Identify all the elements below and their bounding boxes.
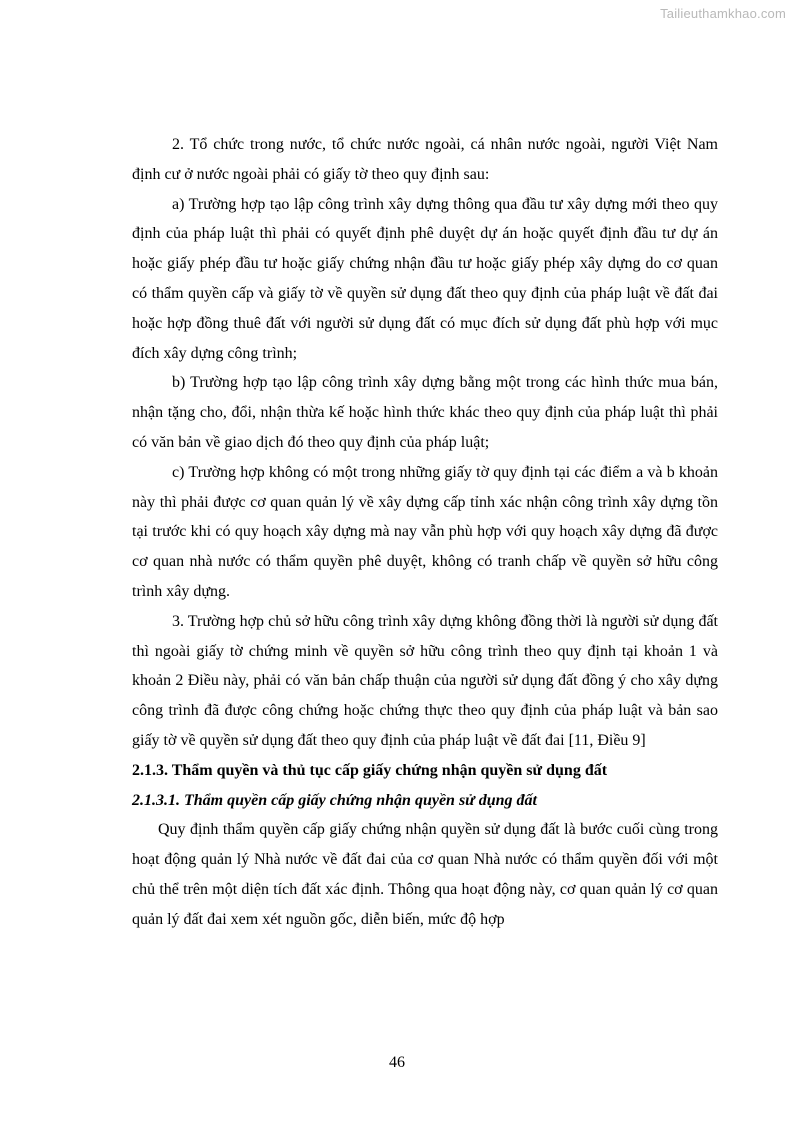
subsection-heading: 2.1.3.1. Thẩm quyền cấp giấy chứng nhận quyền sử dụng đất [132,791,537,809]
paragraph-point-c: c) Trường hợp không có một trong những giấy tờ quy định tại các điểm a và b khoản này thì phải được cơ quan quản lý về xây dựng cấp tỉnh xác nhận công trình xây dựng tồn tại trước khi có quy hoạch xây dựng mà nay vẫn phù hợp với quy hoạch xây dựng đã được cơ quan nhà nước có thẩm quyền phê duyệt, không có tranh chấp về quyền sở hữu công trình xây dựng. [132,463,718,600]
paragraph-authority: Quy định thẩm quyền cấp giấy chứng nhận quyền sử dụng đất là bước cuối cùng trong hoạt động quản lý Nhà nước về đất đai của cơ quan Nhà nước có thẩm quyền đối với một chủ thể trên một diện tích đất xác định. Thông qua hoạt động này, cơ quan quản lý cơ quan quản lý đất đai xem xét nguồn gốc, diễn biến, mức độ hợp [132,821,718,928]
paragraph-point-b: b) Trường hợp tạo lập công trình xây dựng bằng một trong các hình thức mua bán, nhận tặng cho, đổi, nhận thừa kế hoặc hình thức khác theo quy định của pháp luật thì phải có văn bản về giao dịch đó theo quy định của pháp luật; [132,374,718,451]
paragraph-clause-3: 3. Trường hợp chủ sở hữu công trình xây dựng không đồng thời là người sử dụng đất thì ngoài giấy tờ chứng minh về quyền sở hữu công trình theo quy định tại khoản 1 và khoản 2 Điều này, phải có văn bản chấp thuận của người sử dụng đất đồng ý cho xây dựng công trình đã được công chứng hoặc chứng thực theo quy định của pháp luật và bản sao giấy tờ về quyền sử dụng đất theo quy định của pháp luật về đất đai [11, Điều 9] [132,612,718,749]
document-body [132,130,718,935]
page-number: 46 [389,1054,405,1071]
paragraph-clause-2: 2. Tổ chức trong nước, tổ chức nước ngoài, cá nhân nước ngoài, người Việt Nam định cư ở nước ngoài phải có giấy tờ theo quy định sau: [132,136,718,183]
section-heading: 2.1.3. Thẩm quyền và thủ tục cấp giấy chứng nhận quyền sử dụng đất [132,761,608,779]
paragraph-point-a: a) Trường hợp tạo lập công trình xây dựng thông qua đầu tư xây dựng mới theo quy định của pháp luật thì phải có quyết định phê duyệt dự án hoặc quyết định đầu tư dự án hoặc giấy phép đầu tư hoặc giấy chứng nhận đầu tư hoặc giấy phép xây dựng do cơ quan có thẩm quyền cấp và giấy tờ về quyền sử dụng đất theo quy định của pháp luật về đất đai hoặc hợp đồng thuê đất với người sử dụng đất có mục đích sử dụng đất phù hợp với mục đích xây dựng công trình; [132,195,718,362]
watermark: Tailieuthamkhao.com [660,6,786,21]
